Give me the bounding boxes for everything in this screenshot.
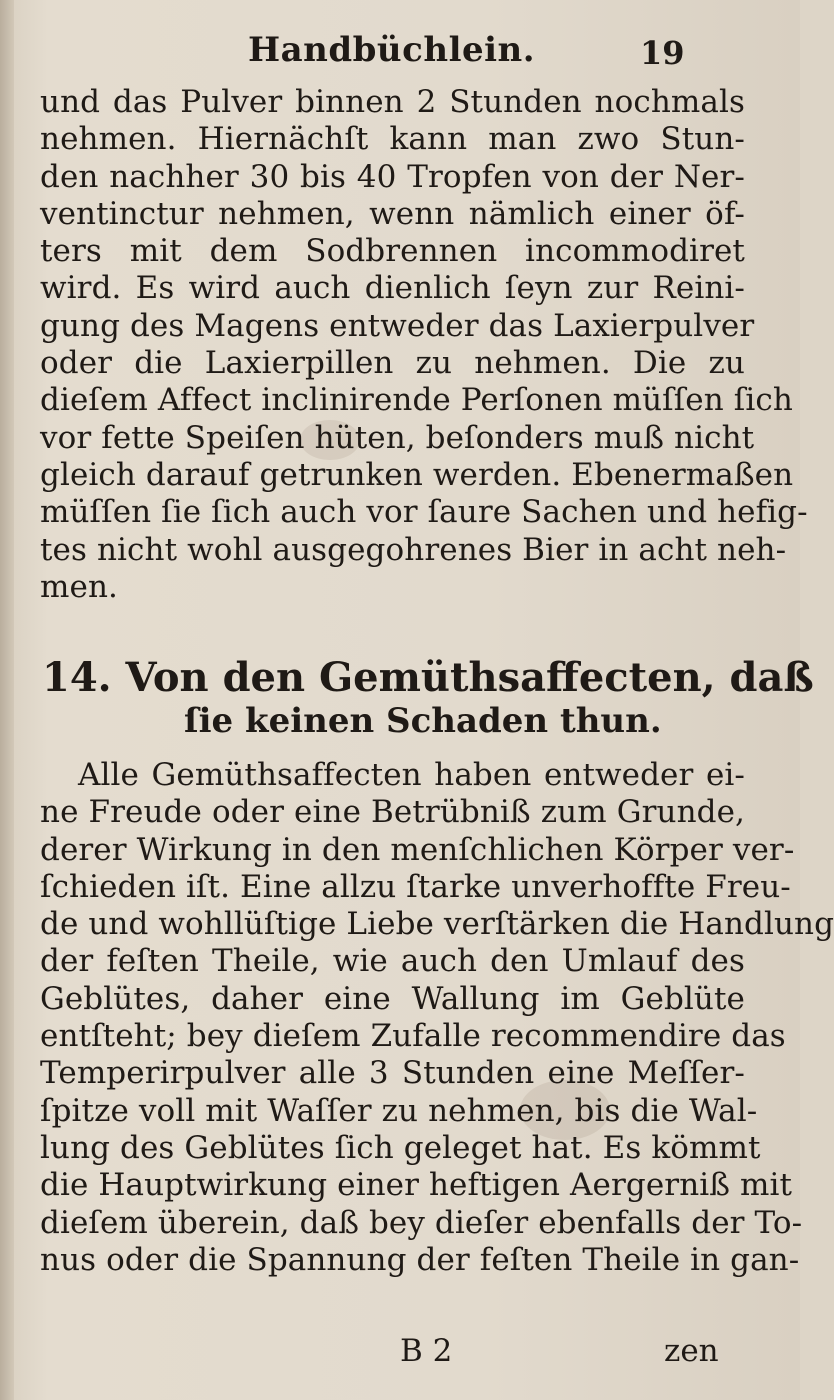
text-line: müſſen ſie ſich auch vor ſaure Sachen und hefig- [40,494,808,531]
text-line: Alle Gemüthsaffecten haben entweder ei- [78,757,745,793]
text-line: ters mit dem Sodbrennen incommodiret [40,233,745,270]
text-line: nus oder die Spannung der feſten Theile in gan- [40,1241,800,1278]
text-line: dieſem Affect inclinirende Perſonen müſſen ſich [40,382,793,419]
text-line: ſpitze voll mit Waſſer zu nehmen, bis die Wal- [40,1092,758,1129]
text-line: gleich darauf getrunken werden. Ebenermaßen [40,456,794,493]
page-footer [0,1333,800,1373]
text-line: men. [40,568,118,605]
text-line: Temperirpulver alle 3 Stunden eine Meſſer- [40,1055,745,1092]
text-line: derer Wirkung in den menſchlichen Körper ver- [40,831,795,868]
text-line: de und wohllüſtige Liebe verſtärken die Handlung [40,906,834,943]
page-gutter-edge [0,0,14,1400]
text-line: entſteht; bey dieſem Zufalle recommendire das [40,1018,786,1055]
text-line: wird. Es wird auch dienlich ſeyn zur Reini- [40,270,745,307]
running-title: Handbüchlein. [248,30,536,70]
section-body [40,757,834,1279]
text-line: Geblütes, daher eine Wallung im Geblüte [40,980,745,1017]
text-line: vor fette Speiſen hüten, beſonders muß nicht [40,419,755,456]
text-line: oder die Laxierpillen zu nehmen. Die zu [40,345,745,382]
section-heading-line-1: 14. Von den Gemüthsaffecten, daß [42,654,814,701]
text-line: lung des Geblütes ſich geleget hat. Es kömmt [40,1129,761,1166]
text-line: ne Freude oder eine Betrübniß zum Grunde, [40,794,745,831]
text-line: und das Pulver binnen 2 Stunden nochmals [40,84,745,120]
section-heading [42,654,814,741]
text-line: den nachher 30 bis 40 Tropfen von der Ner- [40,158,745,195]
text-line: gung des Magens entweder das Laxierpulver [40,307,755,344]
page-number: 19 [640,34,685,72]
text-line: dieſem überein, daß bey dieſer ebenfalls der To- [40,1204,803,1241]
signature-mark: B 2 [400,1333,453,1369]
paragraph-continuation [40,84,808,606]
text-line: nehmen. Hiernächſt kann man zwo Stun- [40,121,745,158]
section-heading-line-2: ſie keinen Schaden thun. [184,701,662,741]
text-line: ſchieden iſt. Eine allzu ſtarke unverhoffte Freu- [40,868,791,905]
text-line: ventinctur nehmen, wenn nämlich einer öf- [40,195,745,232]
catchword: zen [664,1333,719,1369]
text-line: tes nicht wohl ausgegohrenes Bier in acht neh- [40,531,787,568]
text-line: der feſten Theile, wie auch den Umlauf des [40,943,745,980]
text-line: die Hauptwirkung einer heftigen Aergerniß mit [40,1167,793,1204]
page-header [0,30,800,80]
